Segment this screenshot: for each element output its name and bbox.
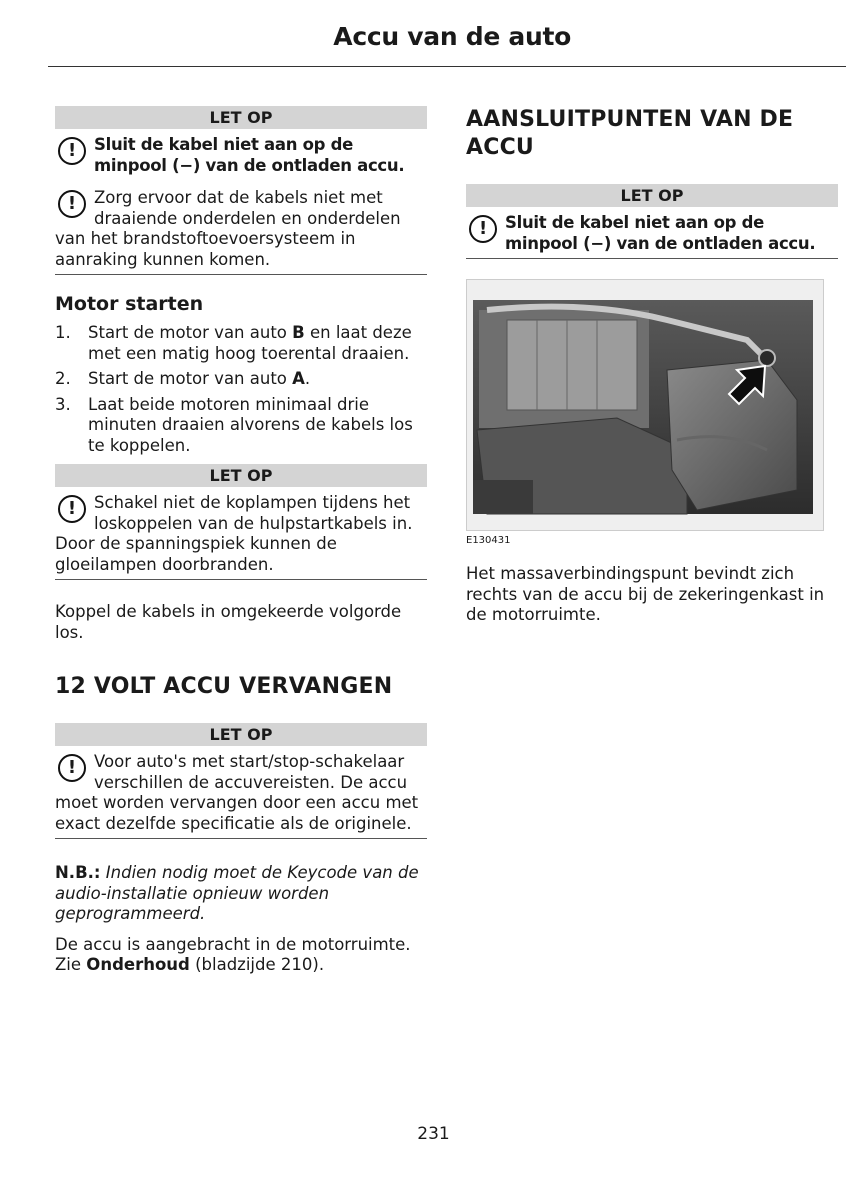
right-column xyxy=(466,106,838,636)
engine-bay-illustration xyxy=(466,279,824,531)
exclamation-circle-icon: ! xyxy=(58,495,86,523)
note: N.B.: Indien nodig moet de Keycode van de audio-installatie opnieuw worden geprogrammeerd. xyxy=(55,863,419,923)
list-item: 2. Start de motor van auto A. xyxy=(55,369,311,388)
header-divider xyxy=(48,66,846,67)
warning-block-2 xyxy=(55,464,427,580)
section-heading-motor: Motor starten xyxy=(55,293,204,315)
warning-label: LET OP xyxy=(466,184,838,207)
warning-block-4 xyxy=(466,184,838,259)
warning-text: Voor auto's met start/stop-schakelaar verschillen de accuvereisten. De accu moet worden vervangen door een accu met exact dezelfde specificatie als de originele. xyxy=(55,752,419,833)
warning-label: LET OP xyxy=(55,723,427,746)
list-item: 1. Start de motor van auto B en laat deze met een matig hoog toerental draaien. xyxy=(55,323,412,363)
warning-text: Schakel niet de koplampen tijdens het loskoppelen van de hulpstartkabels in. Door de spanningspiek kunnen de gloeilampen doorbranden. xyxy=(55,493,413,574)
warning-block-1 xyxy=(55,106,427,275)
page-title: Accu van de auto xyxy=(333,22,571,51)
link-onderhoud[interactable]: Onderhoud xyxy=(86,955,190,974)
warning-text: Sluit de kabel niet aan op de minpool (−) van de ontladen accu. xyxy=(505,213,816,253)
section-heading-connection: AANSLUITPUNTEN VAN DE ACCU xyxy=(466,107,794,160)
steps-list xyxy=(55,323,427,456)
warning-text: Sluit de kabel niet aan op de minpool (−) van de ontladen accu. xyxy=(94,135,405,175)
disconnect-text: Koppel de kabels in omgekeerde volgorde los. xyxy=(55,602,402,642)
list-item: 3. Laat beide motoren minimaal drie minuten draaien alvorens de kabels los te koppelen. xyxy=(55,394,413,455)
warning-item xyxy=(55,135,427,176)
warning-item xyxy=(55,752,427,834)
exclamation-circle-icon: ! xyxy=(58,190,86,218)
exclamation-circle-icon: ! xyxy=(58,137,86,165)
figure-code: E130431 xyxy=(466,535,511,546)
section-heading-replace: 12 VOLT ACCU VERVANGEN xyxy=(55,674,393,699)
warning-item xyxy=(55,493,427,575)
left-column xyxy=(55,106,427,986)
exclamation-circle-icon: ! xyxy=(58,754,86,782)
figure-caption: Het massaverbindingspunt bevindt zich rechts van de accu bij de zekeringenkast in de motorruimte. xyxy=(466,564,825,624)
warning-text: Zorg ervoor dat de kabels niet met draaiende onderdelen en onderdelen van het brandstoftoevoersysteem in aanraking kunnen komen. xyxy=(55,188,401,269)
warning-item xyxy=(466,213,838,254)
page-number: 231 xyxy=(417,1124,450,1144)
warning-block-3 xyxy=(55,723,427,839)
warning-item xyxy=(55,188,427,270)
warning-label: LET OP xyxy=(55,106,427,129)
exclamation-circle-icon: ! xyxy=(469,215,497,243)
warning-label: LET OP xyxy=(55,464,427,487)
location-text: De accu is aangebracht in de motorruimte. Zie Onderhoud (bladzijde 210). xyxy=(55,934,411,974)
